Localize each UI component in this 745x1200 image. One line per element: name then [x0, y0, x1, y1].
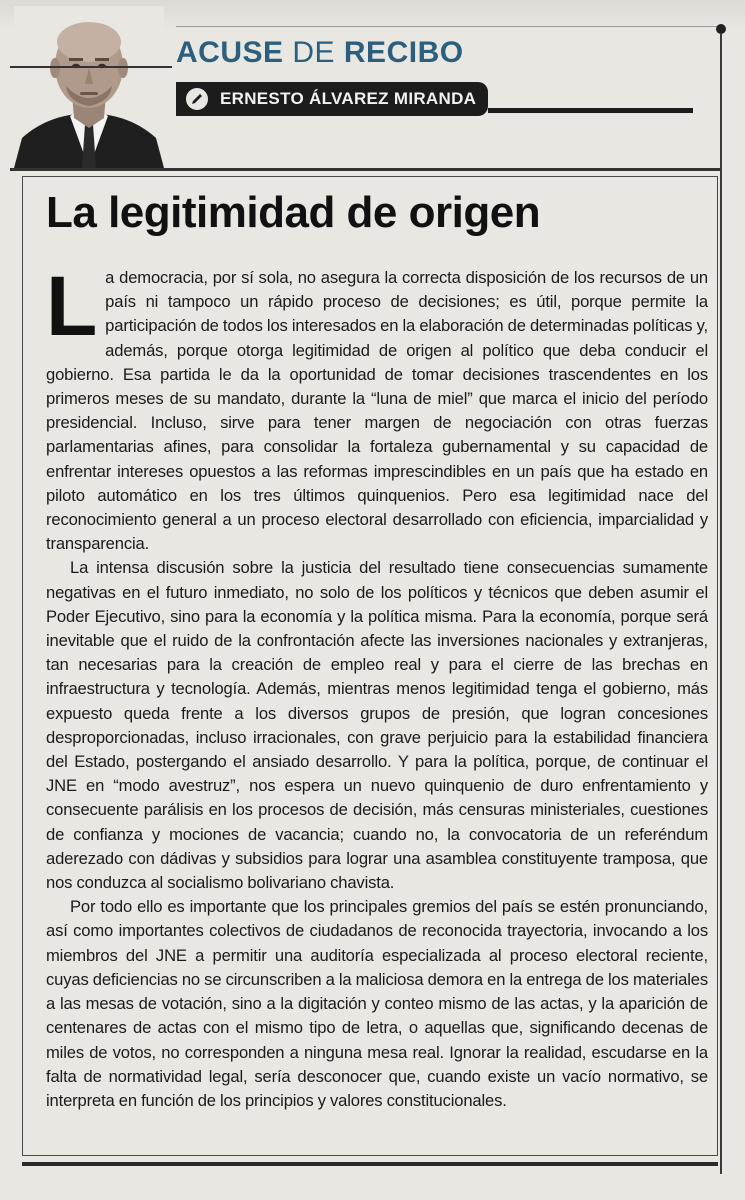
- drop-cap: L: [46, 259, 98, 353]
- article-paragraph: [46, 259, 708, 556]
- author-portrait: [14, 6, 164, 168]
- column-title-part1: ACUSE: [176, 36, 284, 69]
- column-title-part2: DE: [292, 36, 336, 69]
- header-divider: [10, 168, 720, 171]
- pen-icon: [186, 88, 208, 110]
- top-rule: [176, 26, 721, 27]
- article-headline: La legitimidad de origen: [46, 188, 541, 237]
- column-header: [0, 0, 745, 172]
- article-paragraph: Por todo ello es importante que los principales gremios del país se estén pronunciando, así como importantes colectivos de ciudadanos de reconocida trayectoria, invocando a los miembros del JNE a permitir una auditoría especializada al proceso electoral reciente, cuyas deficiencias no se circunscriben a la maliciosa demora en la entrega de los materiales a las mesas de votación, sino a la digitación y conteo mismo de las actas, y la aparición de centenares de actas con el mismo tipo de letra, o aquellas que, significando decenas de miles de votos, no corresponden a ninguna mesa real. Ignorar la realidad, escudarse en la falta de normatividad legal, sería desconocer que, cuando existe un vacío normativo, se interpreta en función de los principios y valores constitucionales.: [46, 897, 708, 1110]
- paragraph-text: a democracia, por sí sola, no asegura la correcta disposición de los recursos de un país ni tampoco un rápido proceso de decisiones; es útil, porque permite la participación de todos los interesados en la elaboración de determinadas políticas y, además, porque otorga legitimidad de origen al político que deba conducir el gobierno. Esa partida le da la oportunidad de tomar decisiones trascendentes en los primeros meses de su mandato, durante la “luna de miel” que marca el inicio del período presidencial. Incluso, sirve para tener margen de negociación con otras fuerzas parlamentarias afines, para consolidar la fortaleza gubernamental y su capacidad de enfrentar intereses opuestos a las reformas imprescindibles en un país que ha estado en piloto automático en los tres últimos quinquenios. Pero esa legitimidad nace del reconocimiento general a un proceso electoral desarrollado con eficiencia, imparcialidad y transparencia.: [46, 268, 708, 554]
- author-name: ERNESTO ÁLVAREZ MIRANDA: [220, 89, 477, 108]
- column-title: [176, 38, 464, 68]
- column-right-rule: [720, 34, 722, 1174]
- author-bar: [176, 82, 488, 116]
- article-body: [46, 259, 708, 1113]
- article-paragraph: La intensa discusión sobre la justicia del resultado tiene consecuencias sumamente negativas en el futuro inmediato, no solo de los políticos y técnicos que deben asumir el Poder Ejecutivo, sino para la economía y la política misma. Para la economía, porque será inevitable que el ruido de la confrontación afecte las inversiones nacionales y extranjeras, tan necesarias para la creación de empleo real y para el cierre de las brechas en infraestructura y tecnología. Además, mientras menos legitimidad tenga el gobierno, más expuesto queda frente a los diversos grupos de presión, que logran concesiones desproporcionadas, incluso irracionales, con grave perjuicio para la estabilidad financiera del Estado, postergando el ansiado desarrollo. Y para la política, porque, de continuar el JNE en “modo avestruz”, nos espera un nuevo quinquenio de duro enfrentamiento y consecuente parálisis en los procesos de decisión, más censuras ministeriales, cuestiones de confianza y mociones de vacancia; cuando no, la convocatoria de un referéndum aderezado con dádivas y subsidios para lograr una asamblea constituyente tramposa, que nos conduzca al socialismo bolivariano chavista.: [46, 558, 708, 893]
- bottom-rule: [22, 1162, 718, 1166]
- column-title-part3: RECIBO: [343, 36, 464, 69]
- header-rule-right: [488, 108, 693, 113]
- header-rule-left: [10, 66, 172, 68]
- corner-dot: [716, 24, 726, 34]
